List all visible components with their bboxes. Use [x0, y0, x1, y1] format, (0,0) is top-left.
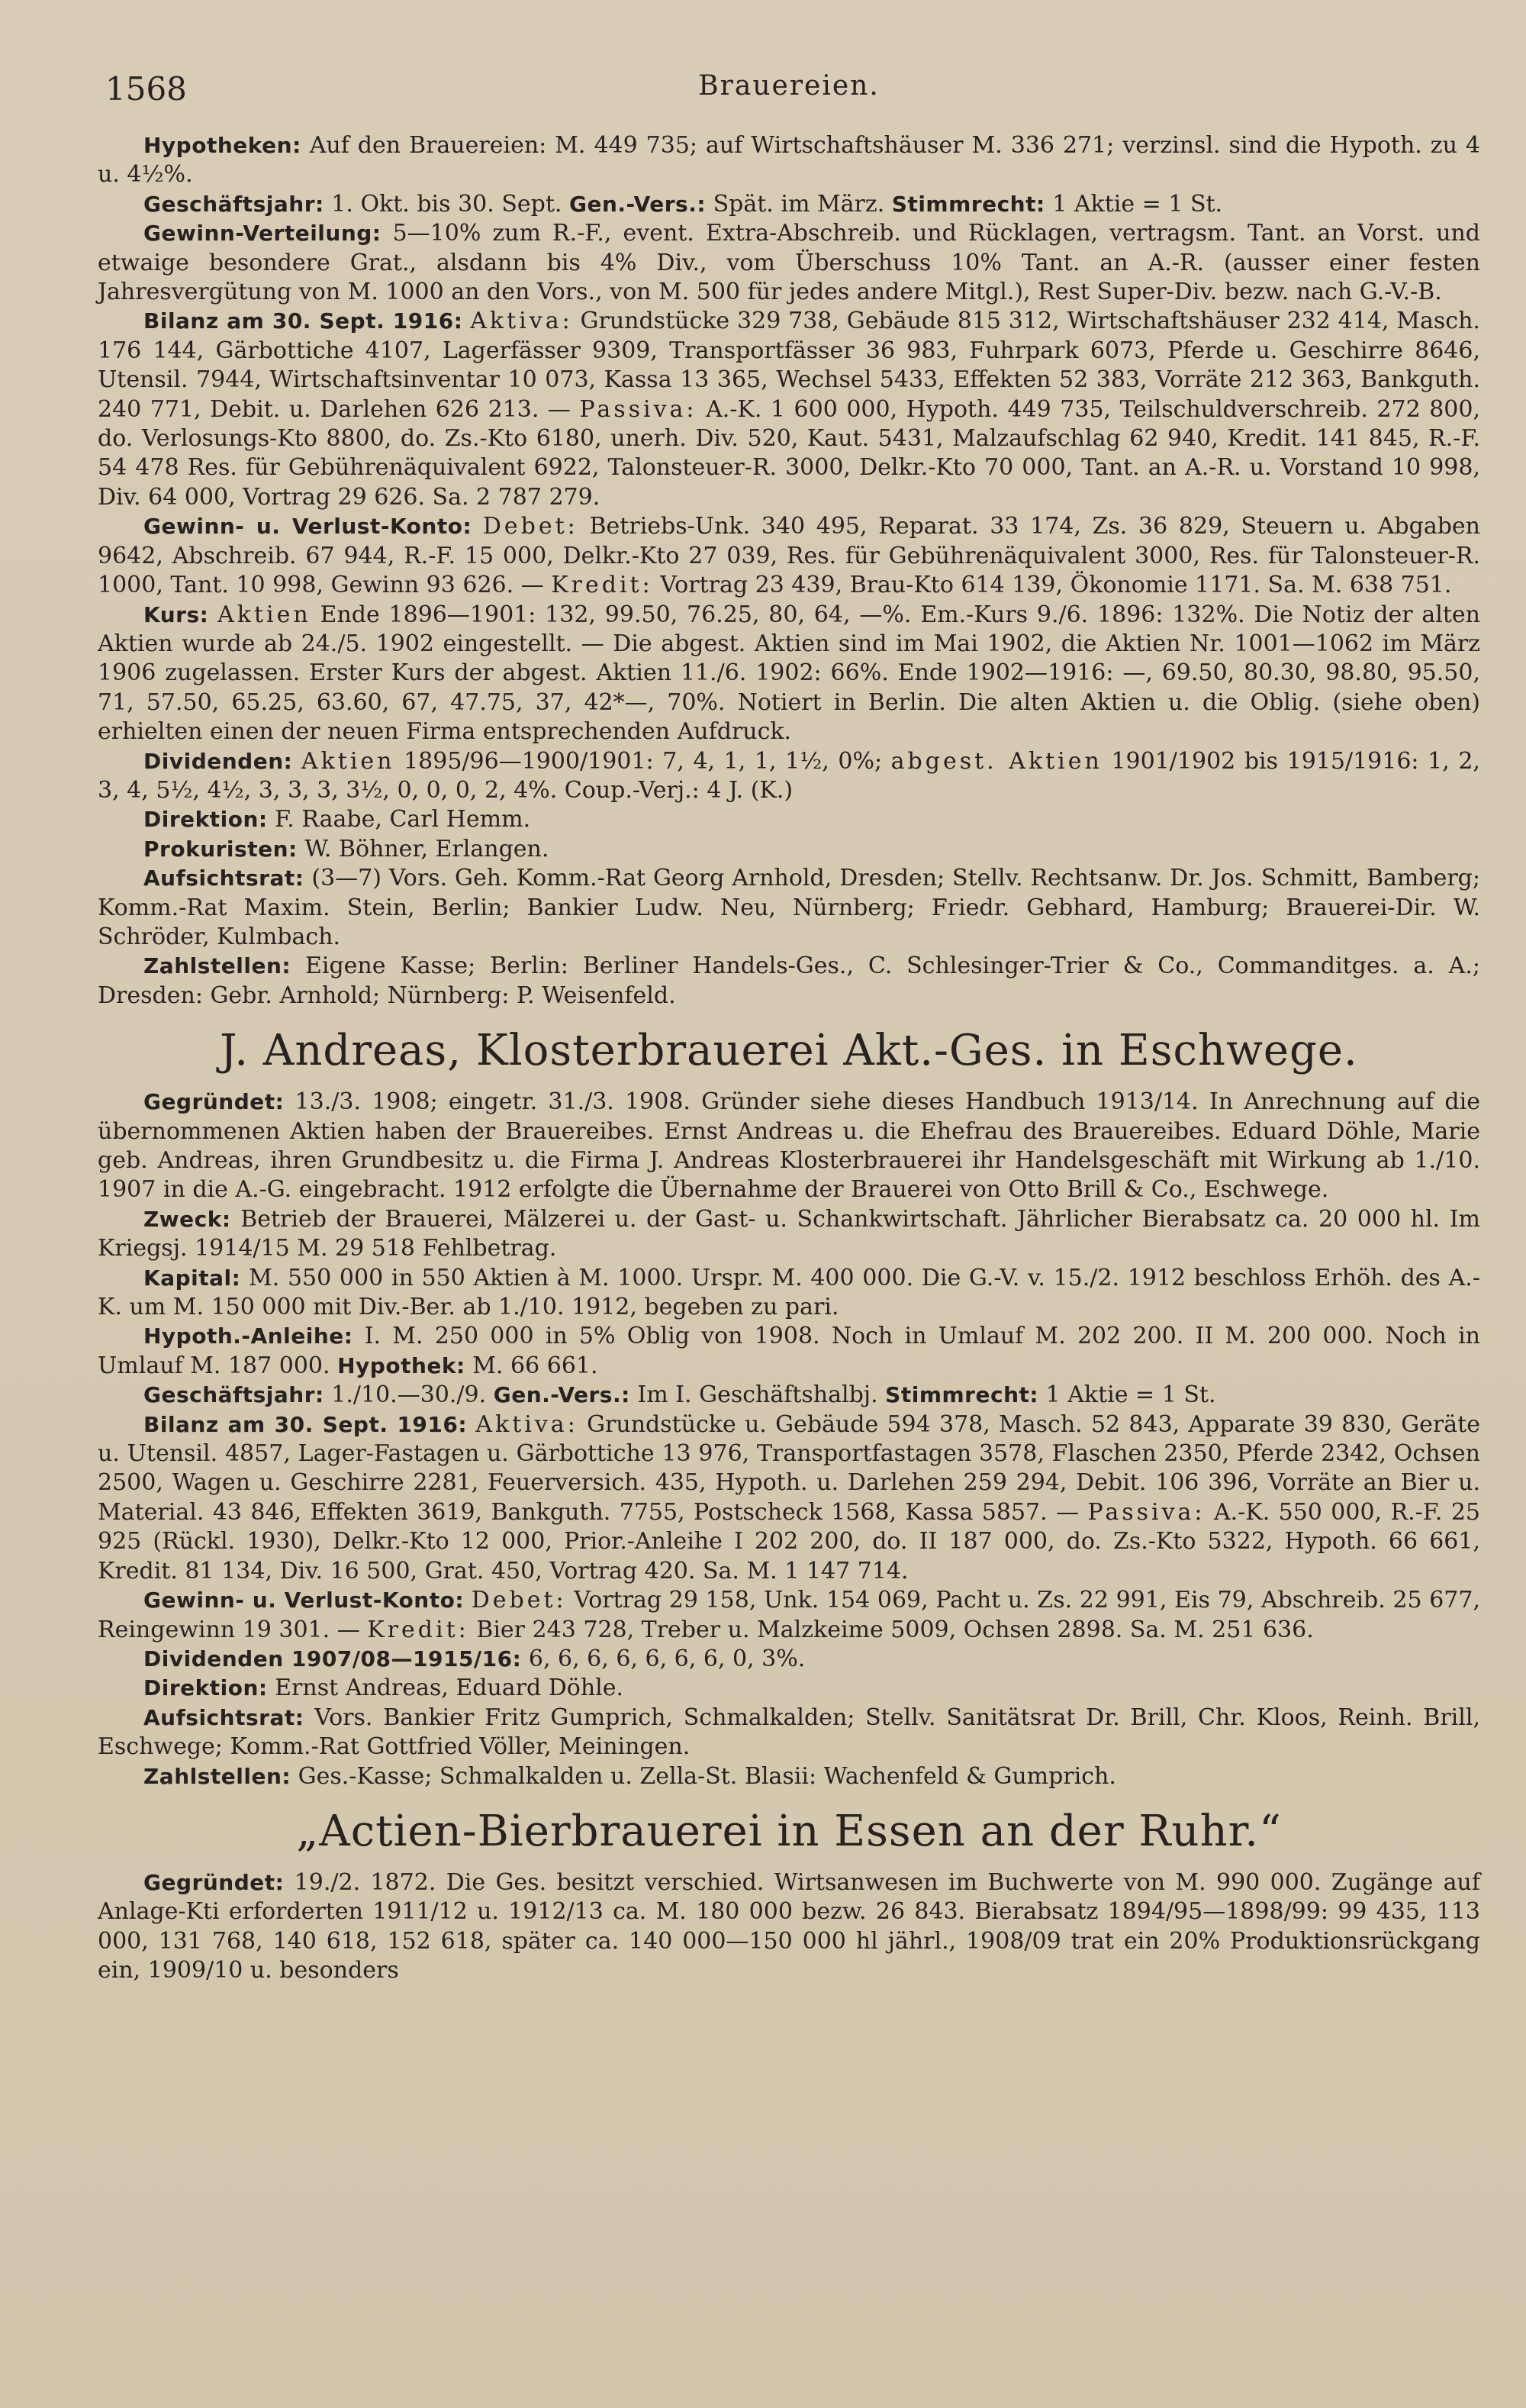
zweck-paragraph: Zweck: Betrieb der Brauerei, Mälzerei u. der Gast- u. Schankwirtschaft. Jährlicher Bierabsatz ca. 20 000 hl. Im Kriegsj. 1914/15 M. 29 518 Fehlbetrag. — [98, 1205, 1480, 1262]
running-head — [98, 70, 1480, 131]
aufsichtsrat-paragraph: Aufsichtsrat: Vors. Bankier Fritz Gumprich, Schmalkalden; Stellv. Sanitätsrat Dr. Brill, Chr. Kloos, Reinh. Brill, Eschwege; Komm.-Rat Gottfried Völler, Meiningen. — [98, 1704, 1480, 1761]
bilanz-paragraph: Bilanz am 30. Sept. 1916: Aktiva: Grundstücke 329 738, Gebäude 815 312, Wirtschaftshäuser 232 414, Masch. 176 144, Gärbottiche 4107, Lagerfässer 9309, Transportfässer 36 983, Fuhrpark 6073, Pferde u. Geschirre 8646, Utensil. 7944, Wirtschaftsinventar 10 073, Kassa 13 365, Wechsel 5433, Effekten 52 383, Vorräte 212 363, Bankguth. 240 771, Debit. u. Darlehen 626 213. — Passiva: A.-K. 1 600 000, Hypoth. 449 735, Teilschuldverschreib. 272 800, do. Verlosungs-Kto 8800, do. Zs.-Kto 6180, unerh. Div. 520, Kaut. 5431, Malzaufschlag 62 940, Kredit. 141 845, R.-F. 54 478 Res. für Gebührenäquivalent 6922, Talonsteuer-R. 3000, Delkr.-Kto 70 000, Tant. an A.-R. u. Vorstand 10 998, Div. 64 000, Vortrag 29 626. Sa. 2 787 279. — [98, 308, 1480, 511]
hypotheken-paragraph: Hypotheken: Auf den Brauereien: M. 449 735; auf Wirtschaftshäuser M. 336 271; verzinsl. sind die Hypoth. zu 4 u. 4½%. — [98, 132, 1480, 189]
section-brauerei-continued — [98, 131, 1480, 1011]
geschaeftsjahr-paragraph: Geschäftsjahr: 1. Okt. bis 30. Sept. Gen.-Vers.: Spät. im März. Stimmrecht: 1 Aktie = 1 St. — [143, 190, 1223, 218]
kapital-paragraph: Kapital: M. 550 000 in 550 Aktien à M. 1000. Urspr. M. 400 000. Die G.-V. v. 15./2. 1912 beschloss Erhöh. des A.-K. um M. 150 000 mit Div.-Ber. ab 1./10. 1912, begeben zu pari. — [98, 1264, 1480, 1321]
hypoth-anleihe-paragraph: Hypoth.-Anleihe: I. M. 250 000 in 5% Oblig von 1908. Noch in Umlauf M. 202 200. II M. 200 000. Noch in Umlauf M. 187 000. Hypothek: M. 66 661. — [98, 1323, 1480, 1379]
dividenden-paragraph: Dividenden 1907/08—1915/16: 6, 6, 6, 6, 6, 6, 6, 0, 3%. — [143, 1645, 806, 1672]
zahlstellen-paragraph: Zahlstellen: Eigene Kasse; Berlin: Berliner Handels-Ges., C. Schlesinger-Trier & Co., Commanditges. a. A.; Dresden: Gebr. Arnhold; Nürnberg: P. Weisenfeld. — [98, 953, 1480, 1009]
company-heading-essen: „Actien-Bierbrauerei in Essen an der Ruhr.“ — [296, 1806, 1282, 1856]
kurs-paragraph: Kurs: Aktien Ende 1896—1901: 132, 99.50, 76.25, 80, 64, —%. Em.-Kurs 9./6. 1896: 132%. Die Notiz der alten Aktien wurde ab 24./5. 1902 eingestellt. — Die abgest. Aktien sind im Mai 1902, die Aktien Nr. 1001—1062 im März 1906 zugelassen. Erster Kurs der abgest. Aktien 11./6. 1902: 66%. Ende 1902—1916: —, 69.50, 80.30, 98.80, 95.50, 71, 57.50, 65.25, 63.60, 67, 47.75, 37, 42*—, 70%. Notiert in Berlin. Die alten Aktien u. die Oblig. (siehe oben) erhielten einen der neuen Firma entsprechenden Aufdruck. — [98, 601, 1480, 746]
dividenden-paragraph: Dividenden: Aktien 1895/96—1900/1901: 7, 4, 1, 1, 1½, 0%; abgest. Aktien 1901/1902 bis 1915/1916: 1, 2, 3, 4, 5½, 4½, 3, 3, 3, 3½, 0, 0, 0, 2, 4%. Coup.-Verj.: 4 J. (K.) — [98, 747, 1480, 804]
running-title: Brauereien. — [698, 70, 880, 102]
gegruendet-paragraph: Gegründet: 19./2. 1872. Die Ges. besitzt verschied. Wirtsanwesen im Buchwerte von M. 990 000. Zugänge auf Anlage-Kti erforderten 1911/12 u. 1912/13 ca. M. 180 000 bezw. 26 843. Bierabsatz 1894/95—1898/99: 99 435, 113 000, 131 768, 140 618, 152 618, später ca. 140 000—150 000 hl jährl., 1908/09 trat ein 20% Produktionsrückgang ein, 1909/10 u. besonders — [98, 1868, 1480, 1984]
direktion-paragraph: Direktion: Ernst Andreas, Eduard Döhle. — [143, 1675, 624, 1702]
geschaeftsjahr-paragraph: Geschäftsjahr: 1./10.—30./9. Gen.-Vers.: Im I. Geschäftshalbj. Stimmrecht: 1 Aktie = 1 St. — [143, 1381, 1216, 1409]
bilanz-paragraph: Bilanz am 30. Sept. 1916: Aktiva: Grundstücke u. Gebäude 594 378, Masch. 52 843, Apparate 39 830, Geräte u. Utensil. 4857, Lager-Fastagen u. Gärbottiche 13 976, Transportfastagen 3578, Flaschen 2350, Pferde 2342, Ochsen 2500, Wagen u. Geschirre 2281, Feuerversich. 435, Hypoth. u. Darlehen 259 294, Debit. 106 396, Vorräte an Bier u. Material. 43 846, Effekten 3619, Bankguth. 7755, Postscheck 1568, Kassa 5857. — Passiva: A.-K. 550 000, R.-F. 25 925 (Rückl. 1930), Delkr.-Kto 12 000, Prior.-Anleihe I 202 200, do. II 187 000, do. Zs.-Kto 5322, Hypoth. 66 661, Kredit. 81 134, Div. 16 500, Grat. 450, Vortrag 420. Sa. M. 1 147 714. — [98, 1410, 1480, 1584]
section-andreas — [98, 1088, 1480, 1791]
gegruendet-paragraph: Gegründet: 13./3. 1908; eingetr. 31./3. 1908. Gründer siehe dieses Handbuch 1913/14. In Anrechnung auf die übernommenen Aktien haben der Brauereibes. Ernst Andreas u. die Ehefrau des Brauereibes. Eduard Döhle, Marie geb. Andreas, ihren Grundbesitz u. die Firma J. Andreas Klosterbrauerei ihr Handelsgeschäft mit Wirkung ab 1./10. 1907 in die A.-G. eingebracht. 1912 erfolgte die Übernahme der Brauerei von Otto Brill & Co., Eschwege. — [98, 1088, 1480, 1204]
gewinn-verlust-paragraph: Gewinn- u. Verlust-Konto: Debet: Betriebs-Unk. 340 495, Reparat. 33 174, Zs. 36 829, Steuern u. Abgaben 9642, Abschreib. 67 944, R.-F. 15 000, Delkr.-Kto 27 039, Res. für Gebührenäquivalent 3000, Res. für Talonsteuer-R. 1000, Tant. 10 998, Gewinn 93 626. — Kredit: Vortrag 23 439, Brau-Kto 614 139, Ökonomie 1171. Sa. M. 638 751. — [98, 513, 1480, 599]
page-number: 1568 — [105, 70, 187, 108]
direktion-paragraph: Direktion: F. Raabe, Carl Hemm. — [143, 806, 531, 833]
prokuristen-paragraph: Prokuristen: W. Böhner, Erlangen. — [143, 835, 549, 862]
aufsichtsrat-paragraph: Aufsichtsrat: (3—7) Vors. Geh. Komm.-Rat Georg Arnhold, Dresden; Stellv. Rechtsanw. Dr. Jos. Schmitt, Bamberg; Komm.-Rat Maxim. Stein, Berlin; Bankier Ludw. Neu, Nürnberg; Friedr. Gebhard, Hamburg; Brauerei-Dir. W. Schröder, Kulmbach. — [98, 865, 1480, 950]
company-heading-andreas: J. Andreas, Klosterbrauerei Akt.-Ges. in Eschwege. — [220, 1026, 1358, 1076]
section-essen — [98, 1868, 1480, 1986]
zahlstellen-paragraph: Zahlstellen: Ges.-Kasse; Schmalkalden u. Zella-St. Blasii: Wachenfeld & Gumprich. — [143, 1762, 1116, 1790]
gewinn-verlust-paragraph: Gewinn- u. Verlust-Konto: Debet: Vortrag 29 158, Unk. 154 069, Pacht u. Zs. 22 991, Eis 79, Abschreib. 25 677, Reingewinn 19 301. — Kredit: Bier 243 728, Treber u. Malzkeime 5009, Ochsen 2898. Sa. M. 251 636. — [98, 1587, 1480, 1643]
gewinn-verteilung-paragraph: Gewinn-Verteilung: 5—10% zum R.-F., event. Extra-Abschreib. und Rücklagen, vertragsm. Tant. an Vorst. und etwaige besondere Grat., alsdann bis 4% Div., vom Überschuss 10% Tant. an A.-R. (ausser einer festen Jahresvergütung von M. 1000 an den Vors., von M. 500 für jedes andere Mitgl.), Rest Super-Div. bezw. nach G.-V.-B. — [98, 220, 1480, 306]
